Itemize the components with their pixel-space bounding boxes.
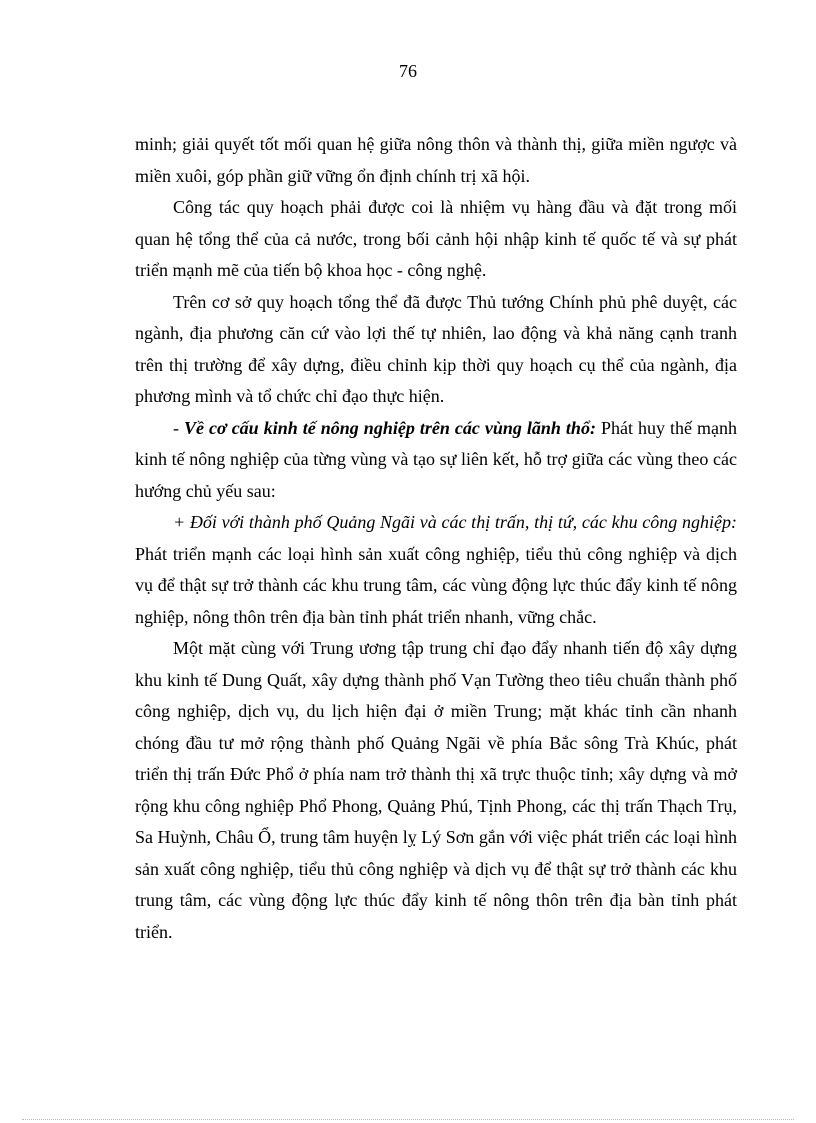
paragraph-city-industrial (135, 507, 737, 633)
paragraph-master-plan: Trên cơ sở quy hoạch tổng thể đã được Thủ tướng Chính phủ phê duyệt, các ngành, địa phương căn cứ vào lợi thế tự nhiên, lao động và khả năng cạnh tranh trên thị trường để xây dựng, điều chỉnh kịp thời quy hoạch cụ thể của ngành, địa phương mình và tổ chức chỉ đạo thực hiện. (135, 291, 737, 406)
paragraph-body: Phát huy thế mạnh kinh tế nông nghiệp của từng vùng và tạo sự liên kết, hỗ trợ giữa các vùng theo các hướng chủ yếu sau: (135, 417, 737, 501)
page-number: 76 (399, 61, 417, 81)
section-heading-agri-structure: Về cơ cấu kinh tế nông nghiệp trên các vùng lãnh thổ: (184, 417, 596, 438)
page-bottom-divider (22, 1119, 794, 1120)
subheading-city-industrial: + Đối với thành phố Quảng Ngãi và các thị trấn, thị tứ, các khu công nghiệp: (173, 512, 737, 532)
paragraph-body: Phát triển mạnh các loại hình sản xuất công nghiệp, tiểu thủ công nghiệp và dịch vụ để thật sự trở thành các khu trung tâm, các vùng động lực thúc đẩy kinh tế nông nghiệp, nông thôn trên địa bàn tỉnh phát triển nhanh, vững chắc. (135, 543, 737, 627)
paragraph-dung-quat: Một mặt cùng với Trung ương tập trung chỉ đạo đẩy nhanh tiến độ xây dựng khu kinh tế Dung Quất, xây dựng thành phố Vạn Tường theo tiêu chuẩn thành phố công nghiệp, dịch vụ, du lịch hiện đại ở miền Trung; mặt khác tỉnh cần nhanh chóng đầu tư mở rộng thành phố Quảng Ngãi về phía Bắc sông Trà Khúc, phát triển thị trấn Đức Phổ ở phía nam trở thành thị xã trực thuộc tỉnh; xây dựng và mở rộng khu công nghiệp Phổ Phong, Quảng Phú, Tịnh Phong, các thị trấn Thạch Trụ, Sa Huỳnh, Châu Ổ, trung tâm huyện lỵ Lý Sơn gắn với việc phát triển các loại hình sản xuất công nghiệp, tiểu thủ công nghiệp và dịch vụ để thật sự trở thành các khu trung tâm, các vùng động lực thúc đẩy kinh tế nông thôn trên địa bàn tỉnh phát triển. (135, 638, 737, 942)
paragraph-agri-structure (135, 413, 737, 508)
bullet-prefix: - (173, 417, 185, 438)
paragraph-continuation: minh; giải quyết tốt mối quan hệ giữa nông thôn và thành thị, giữa miền ngược và miền xuôi, góp phần giữ vững ổn định chính trị xã hội. (135, 134, 737, 186)
document-body (135, 129, 737, 948)
paragraph-planning-task: Công tác quy hoạch phải được coi là nhiệm vụ hàng đầu và đặt trong mối quan hệ tổng thể của cả nước, trong bối cảnh hội nhập kinh tế quốc tế và sự phát triển mạnh mẽ của tiến bộ khoa học - công nghệ. (135, 197, 737, 280)
